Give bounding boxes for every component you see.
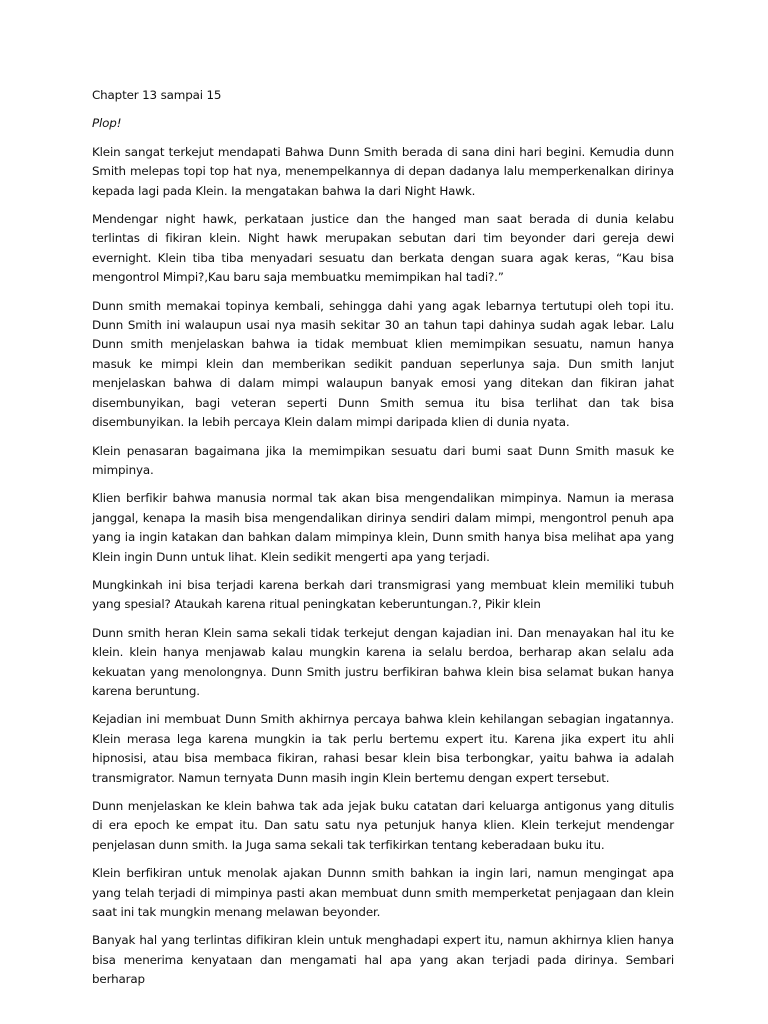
paragraph: Mungkinkah ini bisa terjadi karena berkah dari transmigrasi yang membuat klein memiliki tubuh yang spesial? Ataukah karena ritual peningkatan keberuntungan.?, Pikir klein <box>92 577 674 612</box>
chapter-heading: Chapter 13 sampai 15 <box>92 88 222 102</box>
document-page <box>92 86 674 990</box>
paragraph: Dunn smith memakai topinya kembali, sehingga dahi yang agak lebarnya tertutupi oleh topi itu. Dunn Smith ini walaupun usai nya masih sekitar 30 an tahun tapi dahinya sudah agak lebar. Lalu Dunn smith menjelaskan bahwa ia tidak membuat klien memimpikan sesuatu, namun hanya masuk ke mimpi klein dan memberikan sedikit panduan seperlunya saja. Dun smith lanjut menjelaskan bahwa di dalam mimpi walaupun banyak emosi yang ditekan dan fikiran jahat disembunyikan, bagi veteran seperti Dunn Smith semua itu bisa terlihat dan tak bisa disembunyikan. Ia lebih percaya Klein dalam mimpi daripada klien di dunia nyata. <box>92 298 674 430</box>
paragraph: Kejadian ini membuat Dunn Smith akhirnya percaya bahwa klein kehilangan sebagian ingatannya. Klein merasa lega karena mungkin ia tak perlu bertemu expert itu. Karena jika expert itu ahli hipnosisi, atau bisa membaca fikiran, rahasi besar klein bisa terbongkar, yaitu bahwa ia adalah transmigrator. Namun ternyata Dunn masih ingin Klein bertemu dengan expert tersebut. <box>92 712 674 785</box>
paragraph: Dunn menjelaskan ke klein bahwa tak ada jejak buku catatan dari keluarga antigonus yang ditulis di era epoch ke empat itu. Dan satu satu nya petunjuk hanya klien. Klein terkejut mendengar penjelasan dunn smith. Ia Juga sama sekali tak terfikirkan tentang keberadaan buku itu. <box>92 799 674 852</box>
paragraph: Klein sangat terkejut mendapati Bahwa Dunn Smith berada di sana dini hari begini. Kemudia dunn Smith melepas topi top hat nya, menempelkannya di depan dadanya lalu memperkenalkan dirinya kepada lagi pada Klein. Ia mengatakan bahwa Ia dari Night Hawk. <box>92 144 674 198</box>
paragraph: Mendengar night hawk, perkataan justice dan the hanged man saat berada di dunia kelabu terlintas di fikiran klein. Night hawk merupakan sebutan dari tim beyonder dari gereja dewi evernight. Klein tiba tiba menyadari sesuatu dan berkata dengan suara agak keras, “Kau bisa mengontrol Mimpi?,Kau baru saja membuatku memimpikan hal tadi?.” <box>92 212 674 285</box>
paragraph: Banyak hal yang terlintas difikiran klein untuk menghadapi expert itu, namun akhirnya klien hanya bisa menerima kenyataan dan mengamati hal apa yang akan terjadi pada dirinya. Sembari berharap <box>92 933 674 987</box>
section-subheading: Plop! <box>92 116 122 131</box>
paragraph: Dunn smith heran Klein sama sekali tidak terkejut dengan kajadian ini. Dan menayakan hal itu ke klein. klein hanya menjawab kalau mungkin karena ia selalu berdoa, berharap akan selalu ada kekuatan yang menolongnya. Dunn Smith justru berfikiran bahwa klein bisa selamat bukan hanya karena beruntung. <box>92 625 674 698</box>
paragraph: Klien berfikir bahwa manusia normal tak akan bisa mengendalikan mimpinya. Namun ia merasa janggal, kenapa Ia masih bisa mengendalikan dirinya sendiri dalam mimpi, mengontrol penuh apa yang ia ingin katakan dan bahkan dalam mimpinya klein, Dunn smith hanya bisa melihat apa yang Klein ingin Dunn untuk lihat. Klein sedikit mengerti apa yang terjadi. <box>92 491 674 564</box>
paragraph: Klein penasaran bagaimana jika Ia memimpikan sesuatu dari bumi saat Dunn Smith masuk ke mimpinya. <box>92 443 674 477</box>
paragraph: Klein berfikiran untuk menolak ajakan Dunnn smith bahkan ia ingin lari, namun mengingat apa yang telah terjadi di mimpinya pasti akan membuat dunn smith memperketat penjagaan dan klein saat ini tak mungkin menang melawan beyonder. <box>92 866 674 920</box>
